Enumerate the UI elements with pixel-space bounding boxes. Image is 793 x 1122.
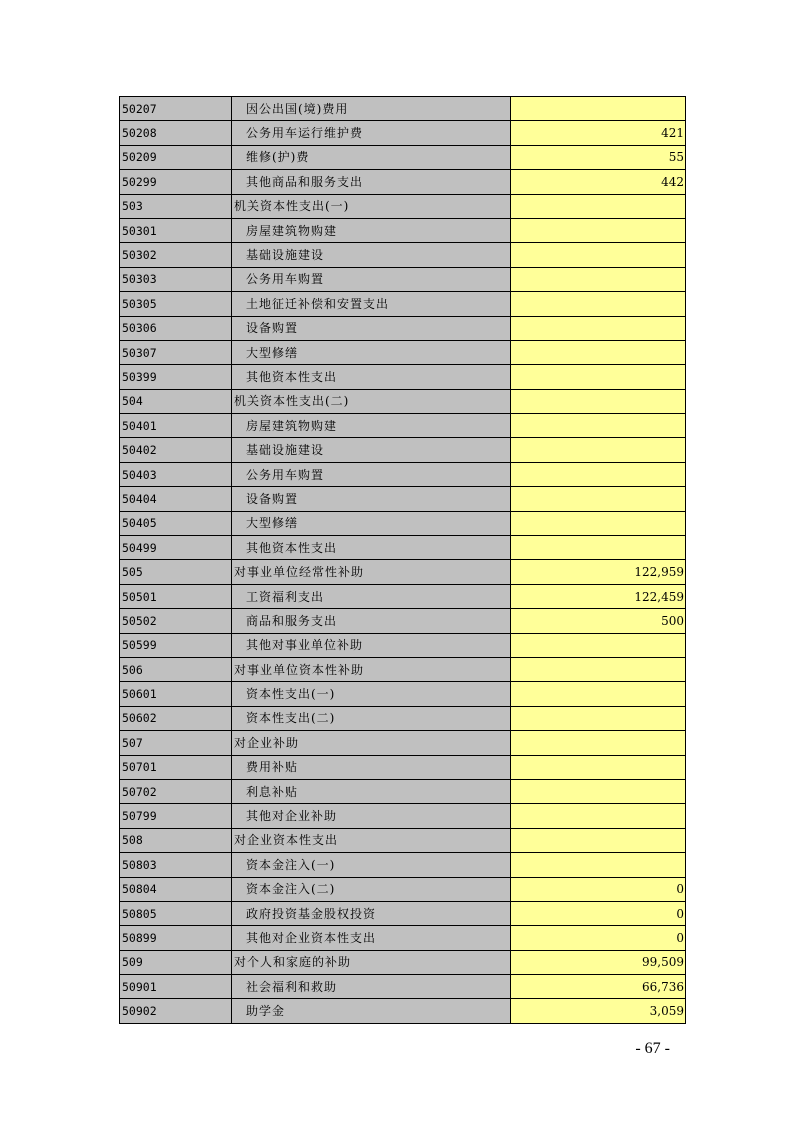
table-row [120, 170, 686, 194]
row-amount [511, 218, 686, 242]
row-amount: 55 [511, 145, 686, 169]
row-name: 其他对事业单位补助 [232, 633, 511, 657]
table-row [120, 218, 686, 242]
row-name: 对事业单位经常性补助 [232, 560, 511, 584]
row-amount [511, 804, 686, 828]
row-name: 对企业资本性支出 [232, 828, 511, 852]
row-amount: 66,736 [511, 975, 686, 999]
row-name: 工资福利支出 [232, 584, 511, 608]
row-amount [511, 779, 686, 803]
row-amount [511, 511, 686, 535]
row-code: 503 [120, 194, 232, 218]
row-code: 50803 [120, 853, 232, 877]
row-code: 50901 [120, 975, 232, 999]
page-number: - 67 - [635, 1040, 670, 1057]
row-code: 50401 [120, 414, 232, 438]
row-name: 其他对企业补助 [232, 804, 511, 828]
row-name: 商品和服务支出 [232, 609, 511, 633]
row-amount [511, 267, 686, 291]
table-row [120, 292, 686, 316]
table-row [120, 975, 686, 999]
row-amount [511, 487, 686, 511]
row-amount: 442 [511, 170, 686, 194]
table-row [120, 243, 686, 267]
table-row [120, 828, 686, 852]
row-name: 对企业补助 [232, 731, 511, 755]
table-row [120, 901, 686, 925]
row-name: 对事业单位资本性补助 [232, 657, 511, 681]
row-amount [511, 438, 686, 462]
row-amount [511, 828, 686, 852]
row-amount [511, 414, 686, 438]
row-code: 509 [120, 950, 232, 974]
table-row [120, 999, 686, 1023]
table-row [120, 706, 686, 730]
row-name: 维修(护)费 [232, 145, 511, 169]
row-name: 机关资本性支出(一) [232, 194, 511, 218]
row-name: 基础设施建设 [232, 243, 511, 267]
table-row [120, 926, 686, 950]
table-row [120, 97, 686, 121]
row-name: 资本性支出(一) [232, 682, 511, 706]
table-row [120, 145, 686, 169]
row-code: 50405 [120, 511, 232, 535]
table-row [120, 560, 686, 584]
row-code: 50303 [120, 267, 232, 291]
row-name: 公务用车运行维护费 [232, 121, 511, 145]
row-code: 50601 [120, 682, 232, 706]
row-name: 土地征迁补偿和安置支出 [232, 292, 511, 316]
row-name: 设备购置 [232, 316, 511, 340]
row-code: 50799 [120, 804, 232, 828]
table-row [120, 853, 686, 877]
table-row [120, 633, 686, 657]
row-code: 50399 [120, 365, 232, 389]
row-name: 机关资本性支出(二) [232, 389, 511, 413]
row-code: 50299 [120, 170, 232, 194]
row-code: 50207 [120, 97, 232, 121]
row-name: 其他对企业资本性支出 [232, 926, 511, 950]
row-name: 房屋建筑物购建 [232, 414, 511, 438]
row-name: 资本金注入(一) [232, 853, 511, 877]
table-row [120, 316, 686, 340]
row-amount [511, 316, 686, 340]
table-row [120, 609, 686, 633]
row-code: 50402 [120, 438, 232, 462]
row-code: 50404 [120, 487, 232, 511]
row-amount [511, 755, 686, 779]
table-row [120, 511, 686, 535]
row-name: 因公出国(境)费用 [232, 97, 511, 121]
table-row [120, 536, 686, 560]
row-name: 基础设施建设 [232, 438, 511, 462]
table-row [120, 487, 686, 511]
row-name: 利息补贴 [232, 779, 511, 803]
row-name: 资本性支出(二) [232, 706, 511, 730]
row-code: 50701 [120, 755, 232, 779]
row-name: 其他资本性支出 [232, 365, 511, 389]
row-amount [511, 292, 686, 316]
row-code: 50302 [120, 243, 232, 267]
budget-table-body [120, 97, 686, 1024]
table-row [120, 804, 686, 828]
row-code: 50209 [120, 145, 232, 169]
row-code: 50499 [120, 536, 232, 560]
row-amount [511, 682, 686, 706]
table-row [120, 682, 686, 706]
row-name: 社会福利和救助 [232, 975, 511, 999]
row-name: 助学金 [232, 999, 511, 1023]
row-code: 508 [120, 828, 232, 852]
row-amount [511, 462, 686, 486]
row-amount: 99,509 [511, 950, 686, 974]
table-row [120, 365, 686, 389]
row-amount: 3,059 [511, 999, 686, 1023]
row-name: 房屋建筑物购建 [232, 218, 511, 242]
row-amount: 500 [511, 609, 686, 633]
row-code: 50702 [120, 779, 232, 803]
row-amount [511, 706, 686, 730]
table-row [120, 414, 686, 438]
row-amount [511, 340, 686, 364]
table-row [120, 340, 686, 364]
row-amount [511, 97, 686, 121]
row-amount [511, 243, 686, 267]
table-row [120, 755, 686, 779]
row-code: 50899 [120, 926, 232, 950]
row-code: 50805 [120, 901, 232, 925]
row-name: 其他资本性支出 [232, 536, 511, 560]
table-row [120, 462, 686, 486]
row-code: 50602 [120, 706, 232, 730]
row-name: 其他商品和服务支出 [232, 170, 511, 194]
row-name: 设备购置 [232, 487, 511, 511]
table-row [120, 779, 686, 803]
row-code: 50902 [120, 999, 232, 1023]
row-amount: 0 [511, 877, 686, 901]
row-amount: 421 [511, 121, 686, 145]
table-row [120, 877, 686, 901]
row-code: 504 [120, 389, 232, 413]
row-amount [511, 657, 686, 681]
row-name: 大型修缮 [232, 511, 511, 535]
row-amount [511, 633, 686, 657]
table-row [120, 950, 686, 974]
row-name: 大型修缮 [232, 340, 511, 364]
table-row [120, 121, 686, 145]
budget-table [119, 96, 686, 1024]
row-code: 50804 [120, 877, 232, 901]
row-code: 50306 [120, 316, 232, 340]
row-name: 对个人和家庭的补助 [232, 950, 511, 974]
row-code: 50599 [120, 633, 232, 657]
table-row [120, 194, 686, 218]
row-code: 506 [120, 657, 232, 681]
row-code: 50301 [120, 218, 232, 242]
row-code: 50305 [120, 292, 232, 316]
table-row [120, 731, 686, 755]
row-name: 资本金注入(二) [232, 877, 511, 901]
table-row [120, 267, 686, 291]
row-amount: 122,459 [511, 584, 686, 608]
row-code: 50208 [120, 121, 232, 145]
row-code: 507 [120, 731, 232, 755]
row-code: 505 [120, 560, 232, 584]
row-code: 50307 [120, 340, 232, 364]
table-row [120, 657, 686, 681]
table-row [120, 389, 686, 413]
row-amount: 0 [511, 901, 686, 925]
table-row [120, 438, 686, 462]
row-amount [511, 731, 686, 755]
row-name: 费用补贴 [232, 755, 511, 779]
row-name: 政府投资基金股权投资 [232, 901, 511, 925]
row-name: 公务用车购置 [232, 462, 511, 486]
row-amount: 122,959 [511, 560, 686, 584]
row-amount [511, 853, 686, 877]
row-amount [511, 194, 686, 218]
row-name: 公务用车购置 [232, 267, 511, 291]
row-amount [511, 536, 686, 560]
row-amount [511, 389, 686, 413]
table-row [120, 584, 686, 608]
row-code: 50501 [120, 584, 232, 608]
row-code: 50502 [120, 609, 232, 633]
row-code: 50403 [120, 462, 232, 486]
row-amount [511, 365, 686, 389]
row-amount: 0 [511, 926, 686, 950]
